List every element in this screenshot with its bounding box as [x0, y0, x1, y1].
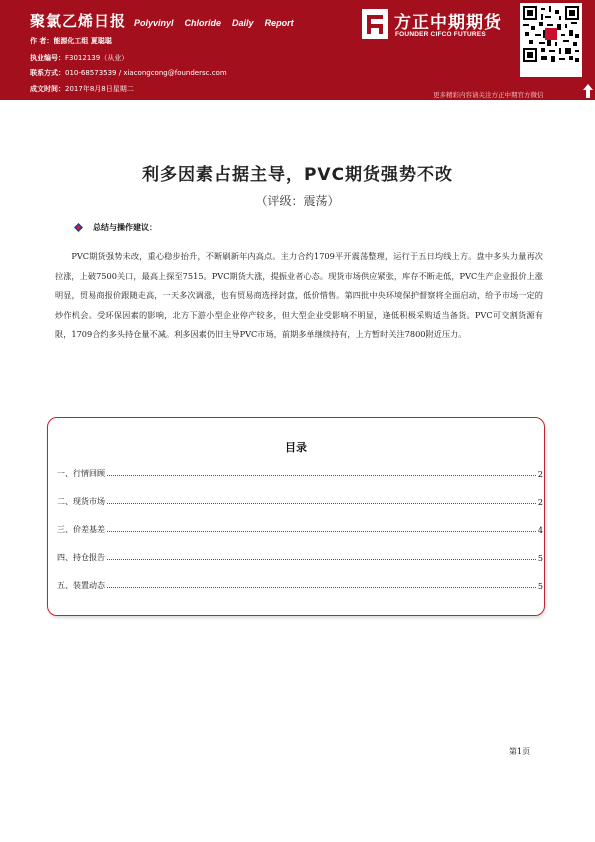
toc-leader-dots	[107, 559, 536, 560]
title-en-word: Daily	[232, 18, 254, 28]
toc-item-page: 2	[537, 470, 543, 479]
report-title-en	[134, 18, 305, 28]
license-label: 执业编号：	[30, 54, 65, 62]
date-label: 成文时间：	[30, 85, 65, 93]
toc-leader-dots	[107, 475, 536, 476]
toc-item-page: 5	[537, 554, 543, 563]
toc-title: 目录	[285, 441, 307, 454]
toc-item[interactable]	[57, 577, 543, 591]
license-line	[30, 54, 128, 63]
title-en-word: Report	[264, 18, 294, 28]
toc-item[interactable]	[57, 493, 543, 507]
company-logo	[362, 6, 512, 46]
toc-item[interactable]	[57, 465, 543, 479]
toc-item-label: 二、现货市场	[57, 497, 105, 506]
author-line	[30, 37, 112, 46]
toc-leader-dots	[107, 503, 536, 504]
logo-text-en: FOUNDER CIFCO FUTURES	[395, 31, 486, 38]
toc-leader-dots	[107, 531, 536, 532]
page-number: 第1页	[509, 747, 531, 756]
contact-line	[30, 69, 227, 78]
contact-value[interactable]: 010-68573539 / xiacongcong@foundersc.com	[65, 69, 227, 77]
arrow-up-icon	[583, 84, 593, 98]
toc-item-label: 五、装置动态	[57, 581, 105, 590]
toc-leader-dots	[107, 587, 536, 588]
contact-label: 联系方式：	[30, 69, 65, 77]
follow-wechat-text[interactable]: 更多精彩内容请关注方正中期官方微信	[433, 91, 544, 99]
toc-item-page: 5	[537, 582, 543, 591]
license-value: F3012139（从业）	[65, 54, 129, 62]
date-value: 2017年8月8日星期二	[65, 85, 134, 93]
title-en-word: Polyvinyl	[134, 18, 174, 28]
toc-item-page: 4	[537, 526, 543, 535]
toc-item[interactable]	[57, 521, 543, 535]
summary-heading-text: 总结与操作建议：	[93, 223, 157, 232]
date-line	[30, 85, 134, 94]
toc-item[interactable]	[57, 549, 543, 563]
report-title-row	[30, 10, 305, 31]
toc-item-label: 三、价差基差	[57, 525, 105, 534]
qr-code-icon	[520, 3, 582, 77]
author-label: 作 者：	[30, 37, 54, 45]
report-title-cn: 聚氯乙烯日报	[30, 12, 127, 30]
summary-heading	[74, 222, 157, 233]
bullet-icon	[74, 223, 83, 232]
report-header	[0, 0, 595, 100]
summary-paragraph: PVC期货强势未改，重心稳步抬升，不断刷新年内高点。主力合约1709平开震荡整理，运行于五日均线上方。盘中多头力量再次拉涨，上破7500关口，最高上探至7515。PVC期货大涨，提振业者心态。现货市场供应紧张，库存不断走低，PVC生产企业报价上涨明显，贸易商报价跟随走高，一天多次调涨，也有贸易商选择封盘，低价惜售。第四批中央环境保护督察将全面启动，给予市场一定的炒作机会。受环保因素的影响，北方下游小型企业停产较多，但大型企业受影响不明显，逢低积极采购适当备货。PVC可交割货源有限，1709合约多头持仓量不减。利多因素仍旧主导PVC市场，前期多单继续持有，上方暂时关注7800附近压力。	[55, 251, 543, 339]
title-en-word: Chloride	[184, 18, 222, 28]
founder-logo-icon	[362, 9, 388, 39]
toc-item-label: 一、行情回顾	[57, 469, 105, 478]
document-title: 利多因素占据主导，PVC期货强势不改	[141, 165, 454, 185]
table-of-contents	[47, 417, 545, 616]
rating-label: （评级：震荡）	[255, 194, 340, 208]
logo-text-cn: 方正中期期货	[394, 13, 502, 33]
toc-item-label: 四、持仓报告	[57, 553, 105, 562]
author-value: 能源化工组 夏聪聪	[53, 37, 112, 45]
toc-item-page: 2	[537, 498, 543, 507]
